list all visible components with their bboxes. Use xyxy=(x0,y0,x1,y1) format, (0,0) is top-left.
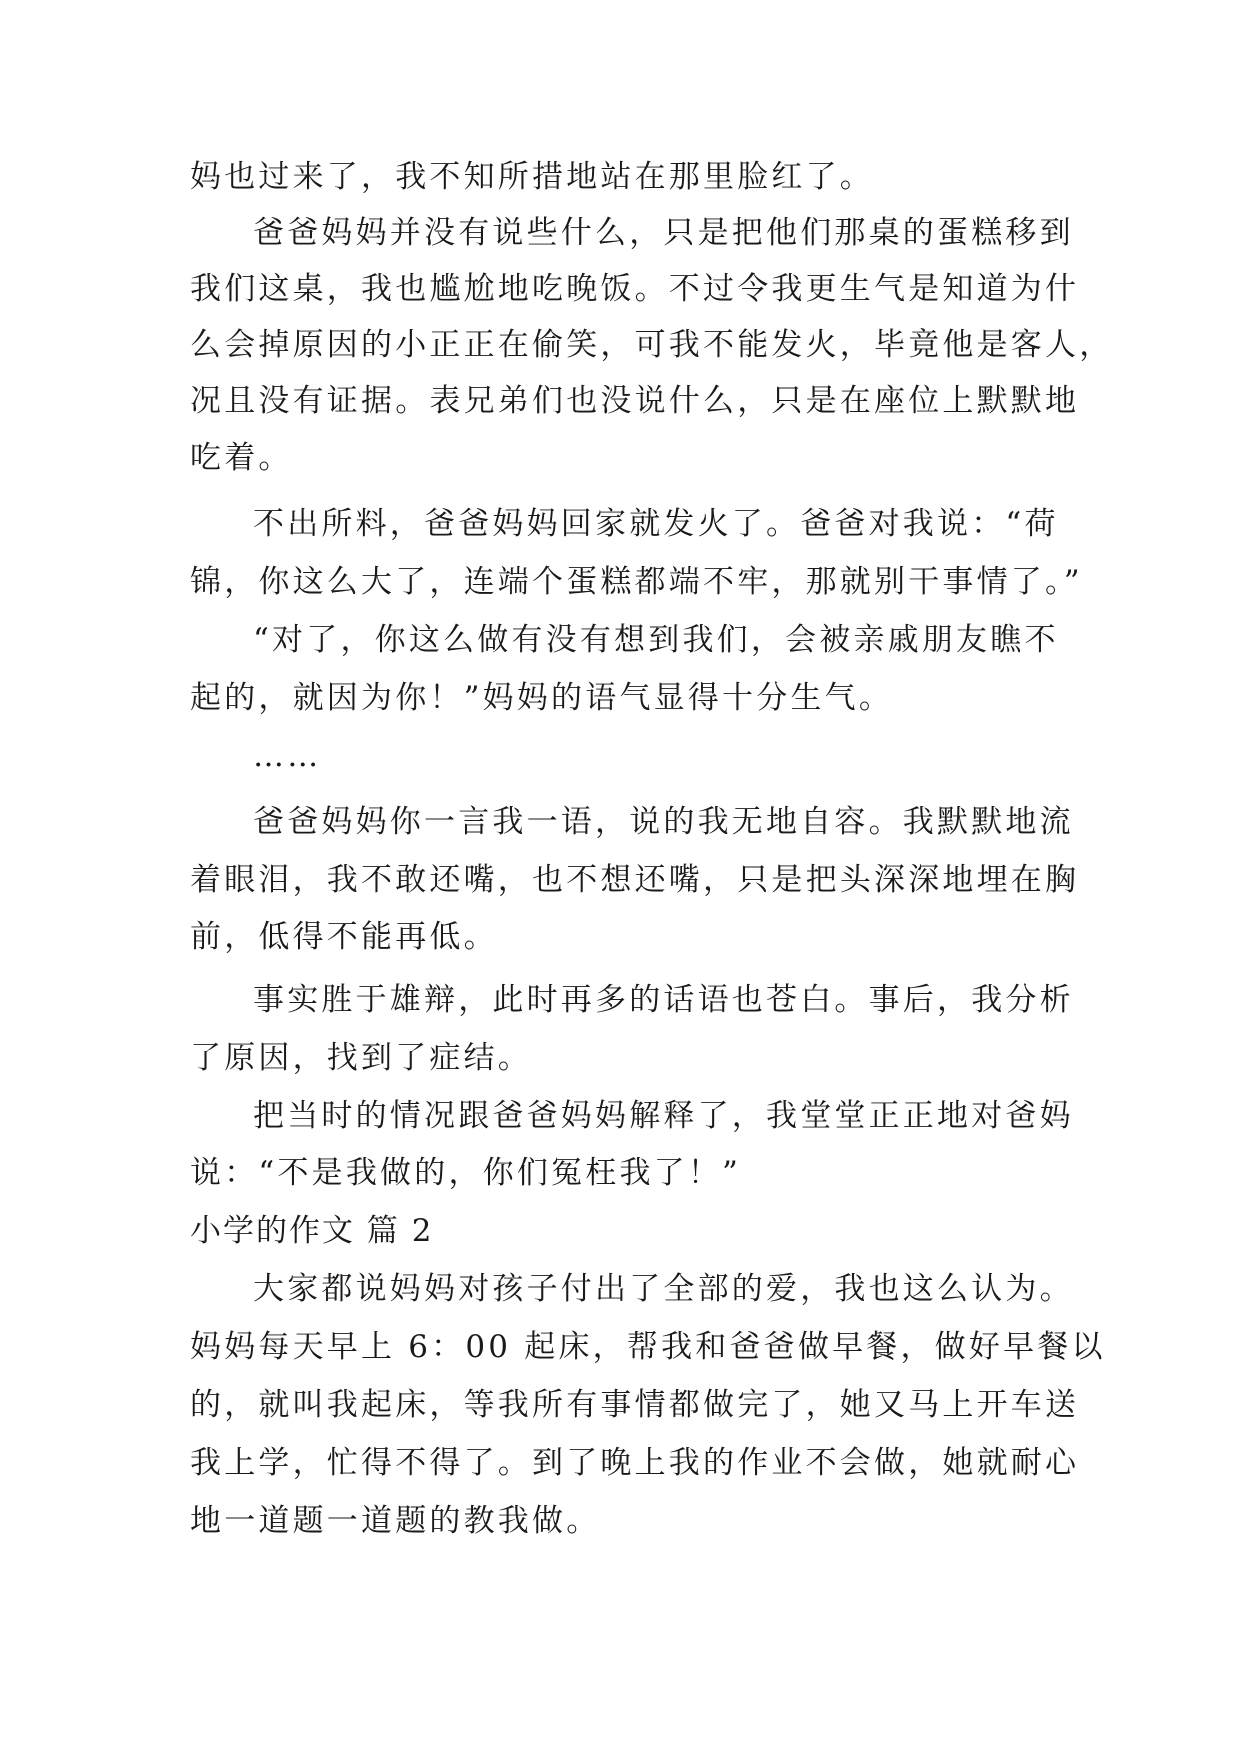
text-line: 爸爸妈妈你一言我一语，说的我无地自容。我默默地流 xyxy=(253,804,1074,840)
text-line: 了原因，找到了症结。 xyxy=(190,1040,532,1076)
text-line: 妈妈每天早上 6：00 起床，帮我和爸爸做早餐，做好早餐以 xyxy=(190,1329,1106,1365)
text-line: 把当时的情况跟爸爸妈妈解释了，我堂堂正正地对爸妈 xyxy=(253,1098,1074,1134)
text-line: “对了，你这么做有没有想到我们，会被亲戚朋友瞧不 xyxy=(253,622,1059,658)
text-line: 妈也过来了，我不知所措地站在那里脸红了。 xyxy=(190,159,874,195)
text-line: 着眼泪，我不敢还嘴，也不想还嘴，只是把头深深地埋在胸 xyxy=(190,862,1080,898)
text-line: 地一道题一道题的教我做。 xyxy=(190,1503,601,1539)
text-line: …… xyxy=(253,738,322,774)
text-line: 起的，就因为你！”妈妈的语气显得十分生气。 xyxy=(190,680,894,716)
text-line: 我们这桌，我也尴尬地吃晚饭。不过令我更生气是知道为什 xyxy=(190,271,1080,307)
text-line: 况且没有证据。表兄弟们也没说什么，只是在座位上默默地 xyxy=(190,383,1080,419)
text-line: 爸爸妈妈并没有说些什么，只是把他们那桌的蛋糕移到 xyxy=(253,215,1074,251)
section-heading: 小学的作文 篇 2 xyxy=(190,1213,434,1249)
text-line: 么会掉原因的小正正在偷笑，可我不能发火，毕竟他是客人， xyxy=(190,327,1114,363)
text-line: 前，低得不能再低。 xyxy=(190,919,498,955)
text-line: 我上学，忙得不得了。到了晚上我的作业不会做，她就耐心 xyxy=(190,1445,1080,1481)
text-line: 锦，你这么大了，连端个蛋糕都端不牢，那就别干事情了。” xyxy=(190,564,1083,600)
text-line: 吃着。 xyxy=(190,440,293,476)
text-line: 不出所料，爸爸妈妈回家就发火了。爸爸对我说：“荷 xyxy=(253,506,1059,542)
text-line: 的，就叫我起床，等我所有事情都做完了，她又马上开车送 xyxy=(190,1387,1080,1423)
text-line: 事实胜于雄辩，此时再多的话语也苍白。事后，我分析 xyxy=(253,982,1074,1018)
text-line: 大家都说妈妈对孩子付出了全部的爱，我也这么认为。 xyxy=(253,1271,1074,1307)
text-line: 说：“不是我做的，你们冤枉我了！” xyxy=(190,1155,742,1191)
